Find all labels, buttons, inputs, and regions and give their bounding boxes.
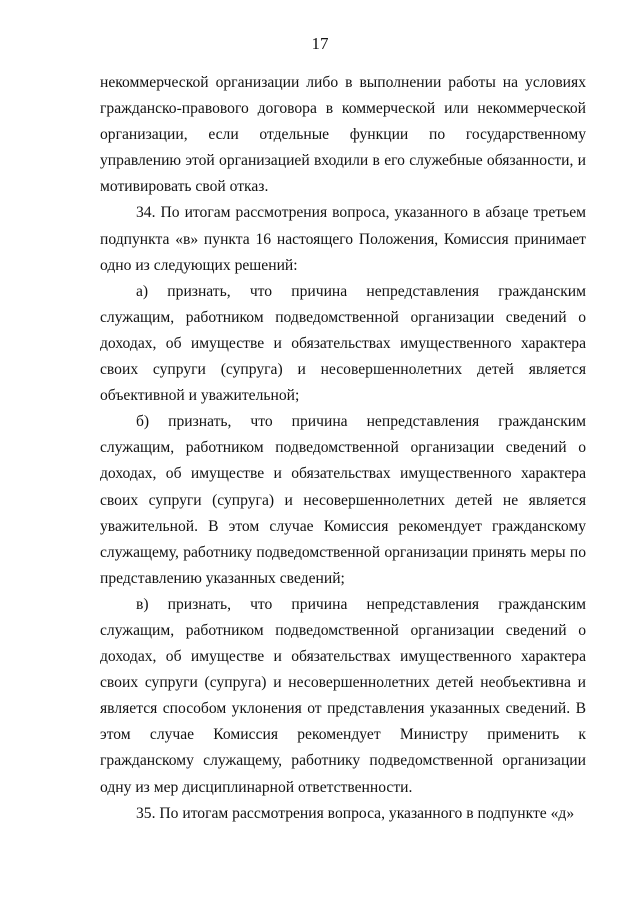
paragraph-item-34b: б) признать, что причина непредставления гражданским служащим, работником подведомственной организации сведений о доходах, об имуществе и обязательствах имущественного характера своих супруги (супруга) и несовершеннолетних детей не является уважительной. В этом случае Комиссия рекомендует гражданскому служащему, работнику подведомственной организации принять меры по представлению указанных сведений;	[100, 413, 586, 587]
paragraph-item-35: 35. По итогам рассмотрения вопроса, указанного в подпункте «д»	[136, 804, 575, 822]
paragraph-item-34c: в) признать, что причина непредставления гражданским служащим, работником подведомственной организации сведений о доходах, об имуществе и обязательствах имущественного характера своих супруги (супруга) и несовершеннолетних детей необъективна и является способом уклонения от представления указанных сведений. В этом случае Комиссия рекомендует Министру применить к гражданскому служащему, работнику подведомственной организации одну из мер дисциплинарной ответственности.	[100, 595, 586, 796]
paragraph-continuation: некоммерческой организации либо в выполнении работы на условиях гражданско-правового договора в коммерческой или некоммерческой организации, если отдельные функции по государственному управлению этой организацией входили в его служебные обязанности, и мотивировать свой отказ.	[100, 74, 586, 196]
paragraph-item-34: 34. По итогам рассмотрения вопроса, указанного в абзаце третьем подпункта «в» пункта 16 настоящего Положения, Комиссия принимает одно из следующих решений:	[100, 204, 586, 274]
document-body	[100, 70, 586, 827]
paragraph-item-34a: а) признать, что причина непредставления гражданским служащим, работником подведомственной организации сведений о доходах, об имуществе и обязательствах имущественного характера своих супруги (супруга) и несовершеннолетних детей является объективной и уважительной;	[100, 282, 586, 405]
page-number: 17	[311, 34, 329, 53]
